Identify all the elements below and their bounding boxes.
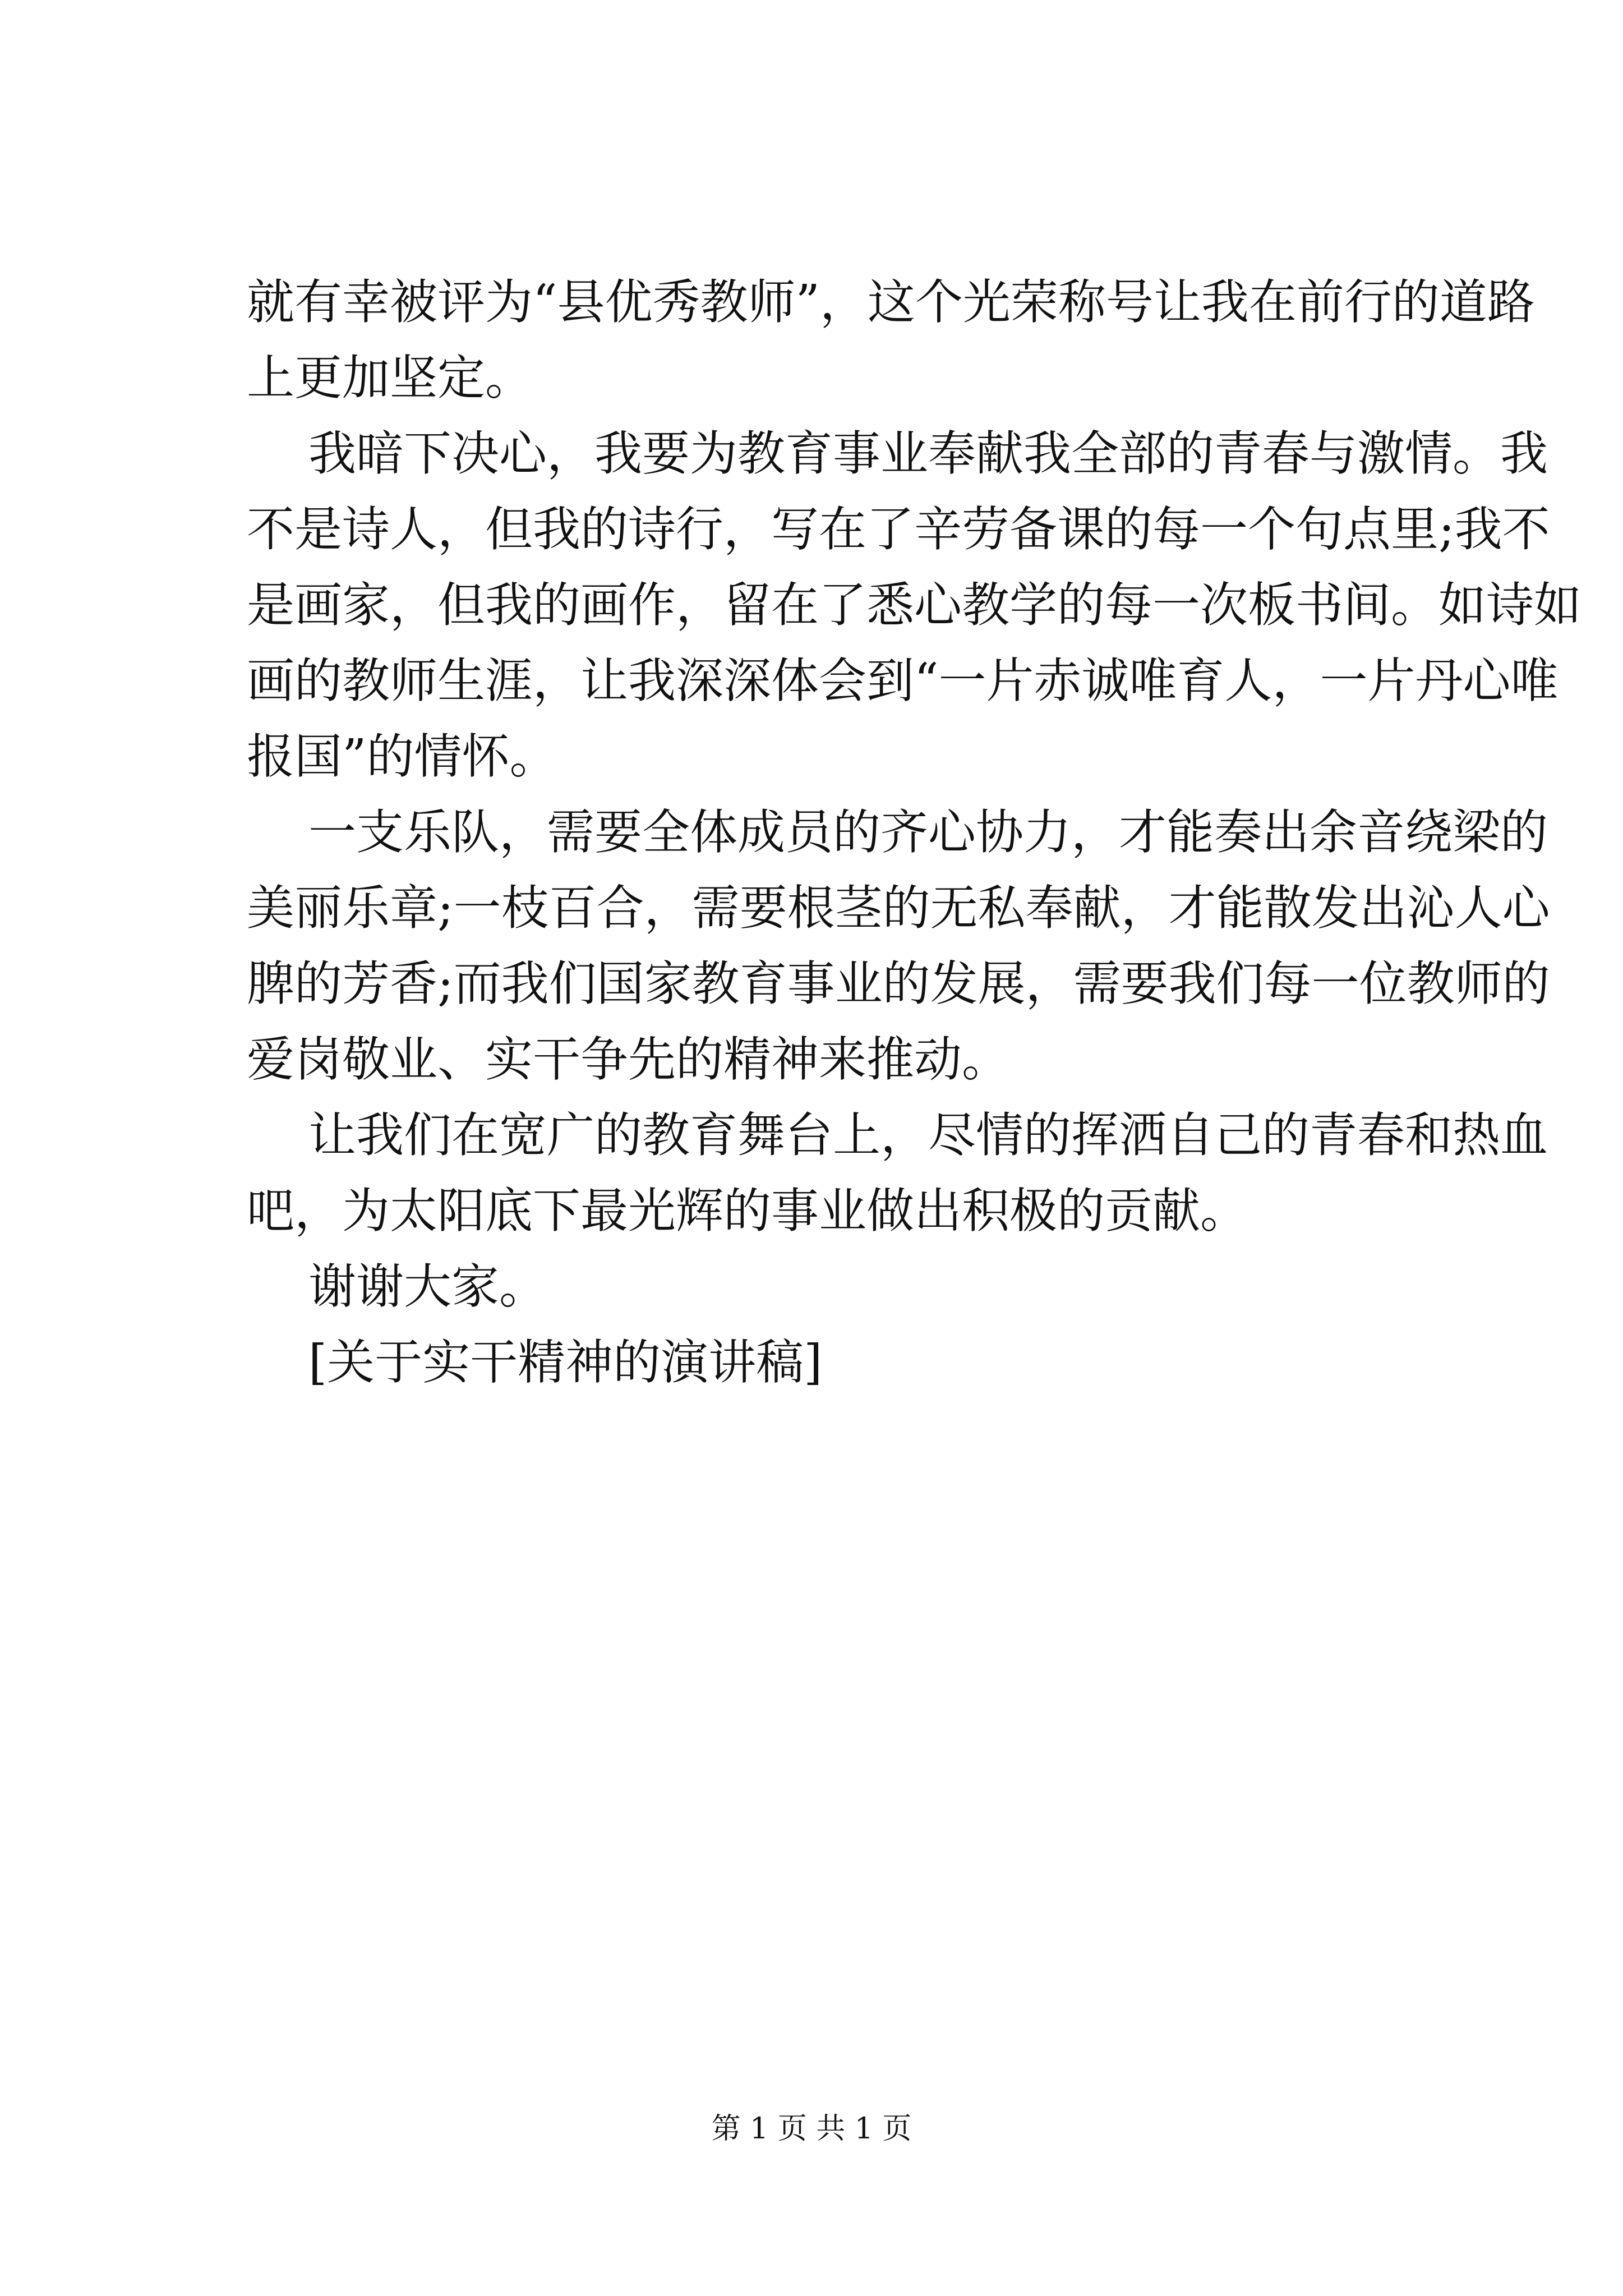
paragraph-1-line-1: 就有幸被评为“县优秀教师”，这个光荣称号让我在前行的道路 [247, 275, 1535, 330]
paragraph-3-line-1: 一支乐队，需要全体成员的齐心协力，才能奏出余音绕梁的 [308, 805, 1548, 861]
paragraph-3-line-2: 美丽乐章;一枝百合，需要根茎的无私奉献，才能散发出沁人心 [247, 881, 1550, 936]
closing-thanks: 谢谢大家。 [308, 1259, 547, 1315]
paragraph-4-line-1: 让我们在宽广的教育舞台上，尽情的挥洒自己的青春和热血 [308, 1108, 1548, 1163]
paragraph-1-line-2: 上更加坚定。 [247, 351, 533, 406]
paragraph-2-line-5: 报国”的情怀。 [247, 729, 557, 785]
page-number-footer: 第 1 页 共 1 页 [711, 2112, 912, 2146]
paragraph-2-line-4: 画的教师生涯，让我深深体会到“一片赤诚唯育人，一片丹心唯 [247, 654, 1559, 709]
paragraph-4-line-2: 吧，为太阳底下最光辉的事业做出积极的贡献。 [247, 1184, 1248, 1239]
paragraph-2-line-3: 是画家，但我的画作，留在了悉心教学的每一次板书间。如诗如 [247, 578, 1582, 633]
document-title-note: [关于实干精神的演讲稿] [308, 1335, 823, 1391]
paragraph-2-line-1: 我暗下决心，我要为教育事业奉献我全部的青春与激情。我 [308, 426, 1548, 482]
paragraph-3-line-4: 爱岗敬业、实干争先的精神来推动。 [247, 1032, 1010, 1088]
paragraph-2-line-2: 不是诗人，但我的诗行，写在了辛劳备课的每一个句点里;我不 [247, 502, 1550, 558]
paragraph-3-line-3: 脾的芳香;而我们国家教育事业的发展，需要我们每一位教师的 [247, 956, 1550, 1012]
